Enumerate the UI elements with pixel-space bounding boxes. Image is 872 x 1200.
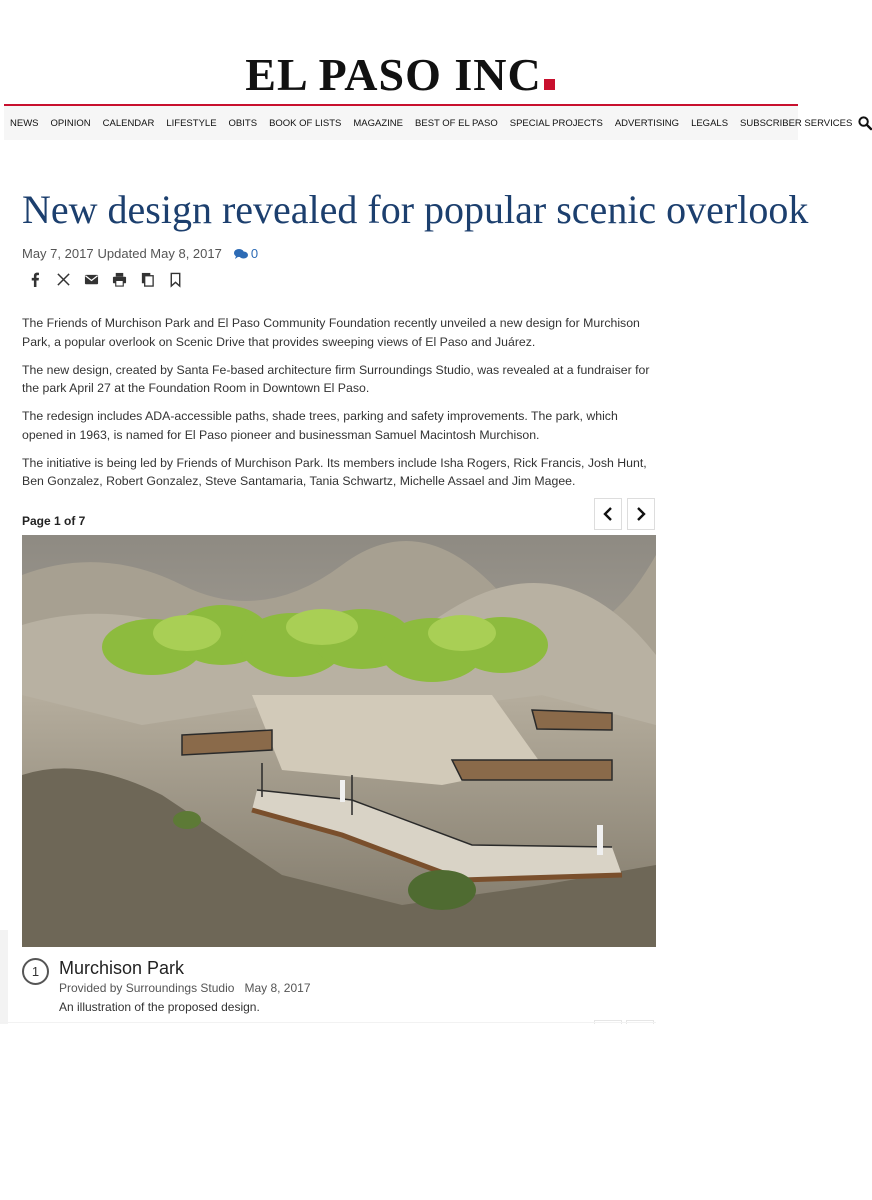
nav-item-subscriber-services[interactable]: SUBSCRIBER SERVICES xyxy=(740,117,853,129)
paragraph: The Friends of Murchison Park and El Paso Community Foundation recently unveiled a new design for Murchison Park, a popular overlook on Scenic Drive that provides sweeping views of El Paso and Juárez. xyxy=(22,316,640,349)
gallery-page-count: Page 1 of 7 xyxy=(22,514,86,528)
nav-item-advertising[interactable]: ADVERTISING xyxy=(614,117,680,129)
article-body xyxy=(22,314,656,500)
nav-item-lifestyle[interactable]: LIFESTYLE xyxy=(166,117,217,129)
caption-description: An illustration of the proposed design. xyxy=(59,1000,260,1014)
article-headline: New design revealed for popular scenic overlook xyxy=(22,187,809,232)
chevron-right-icon xyxy=(635,507,647,521)
comments-link[interactable] xyxy=(234,246,258,261)
paragraph: The new design, created by Santa Fe-based architecture firm Surroundings Studio, was revealed at a fundraiser for the park April 27 at the Foundation Room in Downtown El Paso. xyxy=(22,362,650,395)
nav-item-news[interactable]: NEWS xyxy=(10,117,39,129)
updated-date: Updated May 8, 2017 xyxy=(97,246,222,261)
comments-icon xyxy=(234,248,248,260)
site-logo[interactable] xyxy=(0,49,800,100)
nav-item-opinion[interactable]: OPINION xyxy=(50,117,91,129)
caption-title: Murchison Park xyxy=(59,958,185,978)
search-icon[interactable] xyxy=(858,116,872,130)
nav-item-book-of-lists[interactable]: BOOK OF LISTS xyxy=(269,117,342,129)
paragraph: The redesign includes ADA-accessible paths, shade trees, parking and safety improvements. The park, which opened in 1963, is named for El Paso pioneer and businessman Samuel Macintosh Murchison. xyxy=(22,409,618,442)
credit-source: Provided by Surroundings Studio xyxy=(59,981,235,995)
credit-date: May 8, 2017 xyxy=(244,981,311,995)
main-nav xyxy=(4,104,853,140)
print-icon[interactable] xyxy=(110,270,128,288)
logo-dot xyxy=(544,79,555,90)
chevron-left-icon xyxy=(602,507,614,521)
email-icon[interactable] xyxy=(82,270,100,288)
share-bar xyxy=(26,270,194,288)
nav-item-legals[interactable]: LEGALS xyxy=(691,117,729,129)
divider xyxy=(0,1022,656,1023)
comment-count: 0 xyxy=(250,246,259,261)
x-icon[interactable] xyxy=(54,270,72,288)
nav-item-obits[interactable]: OBITS xyxy=(228,117,258,129)
gallery-photo[interactable] xyxy=(22,535,656,947)
caption-number-badge: 1 xyxy=(22,958,49,985)
masthead xyxy=(0,0,800,104)
side-strip xyxy=(0,930,8,1024)
nav-item-special-projects[interactable]: SPECIAL PROJECTS xyxy=(509,117,603,129)
logo-text: EL PASO INC xyxy=(245,49,542,100)
bookmark-icon[interactable] xyxy=(166,270,184,288)
facebook-icon[interactable] xyxy=(26,270,44,288)
copy-icon[interactable] xyxy=(138,270,156,288)
gallery-header xyxy=(22,498,656,532)
caption-credit xyxy=(59,981,311,995)
paragraph: The initiative is being led by Friends of Murchison Park. Its members include Isha Rogers, Rick Francis, Josh Hunt, Ben Gonzalez, Robert Gonzalez, Steve Santamaria, Tania Schwartz, Michelle Assael and Jim Magee. xyxy=(22,455,647,488)
publish-date: May 7, 2017 xyxy=(22,246,94,261)
gallery-prev-button[interactable] xyxy=(594,498,622,530)
nav-item-calendar[interactable]: CALENDAR xyxy=(102,117,155,129)
gallery-next-button[interactable] xyxy=(627,498,655,530)
nav-item-best-of-el-paso[interactable]: BEST OF EL PASO xyxy=(415,117,498,129)
article-meta xyxy=(22,246,258,261)
nav-item-magazine[interactable]: MAGAZINE xyxy=(353,117,404,129)
